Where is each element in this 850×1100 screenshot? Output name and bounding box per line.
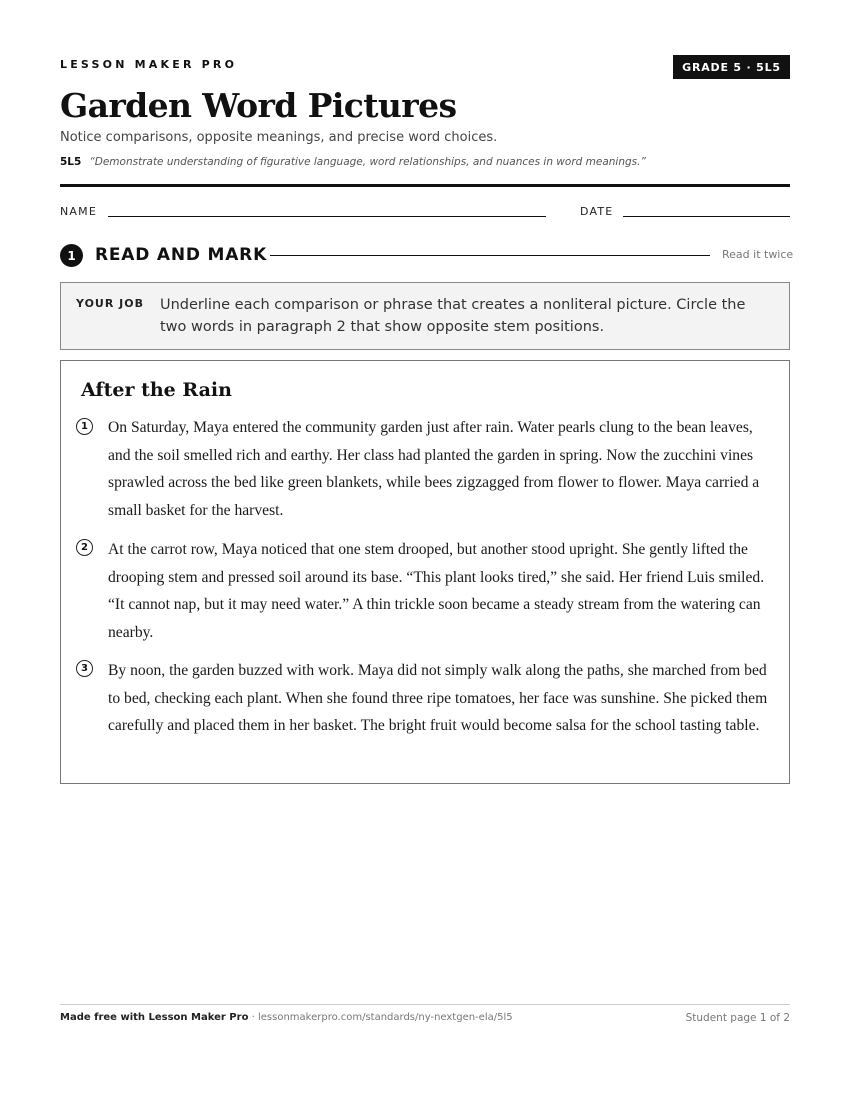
standard-text: “Demonstrate understanding of figurative language, word relationships, and nuances in word meanings.” [89, 156, 646, 168]
footer-divider [60, 1004, 790, 1005]
paragraph-1: On Saturday, Maya entered the community garden just after rain. Water pearls clung to the bean leaves, and the soil smelled rich and earthy. Her class had planted the garden in spring. Now the zucchini vines sprawled across the bed like green blankets, while bees zigzagged from flower to flower. Maya carried a small basket for the harvest. [108, 419, 760, 519]
section-title: READ AND MARK [95, 245, 268, 265]
worksheet-title: Garden Word Pictures [60, 86, 457, 125]
instructions-box [60, 282, 790, 350]
header-divider [60, 184, 790, 187]
paragraph-number-2: 2 [76, 539, 93, 556]
date-label: DATE [580, 205, 614, 218]
instructions-text: Underline each comparison or phrase that creates a nonliteral picture. Circle the two words in paragraph 2 that show opposite stem positions. [160, 297, 746, 335]
passage-title: After the Rain [81, 379, 232, 401]
name-field[interactable] [108, 216, 546, 217]
section-divider [270, 255, 710, 256]
paragraph-number-1: 1 [76, 418, 93, 435]
standard-code: 5L5 [60, 156, 82, 168]
footer-credit [60, 1012, 513, 1023]
section-note: Read it twice [722, 248, 794, 261]
standard-line [60, 156, 646, 168]
name-label: NAME [60, 205, 97, 218]
section-number-badge: 1 [60, 244, 83, 267]
page-indicator: Student page 1 of 2 [685, 1012, 790, 1024]
brand-name: LESSON MAKER PRO [60, 58, 238, 71]
footer-made-with: Made free with Lesson Maker Pro [60, 1012, 249, 1023]
grade-badge: GRADE 5 · 5L5 [673, 55, 790, 79]
instructions-label: YOUR JOB [76, 297, 144, 310]
reading-passage [60, 360, 790, 784]
date-field[interactable] [623, 216, 790, 217]
paragraph-number-3: 3 [76, 660, 93, 677]
paragraph-2: At the carrot row, Maya noticed that one stem drooped, but another stood upright. She gently lifted the drooping stem and pressed soil around its base. “This plant looks tired,” she said. Her friend Luis smiled. “It cannot nap, but it may need water.” A thin trickle soon became a steady stream from the watering can nearby. [108, 541, 765, 641]
paragraph-3: By noon, the garden buzzed with work. Maya did not simply walk along the paths, she marched from bed to bed, checking each plant. When she found three ripe tomatoes, her face was sunshine. She picked them carefully and placed them in her basket. The bright fruit would become salsa for the school tasting table. [108, 662, 768, 734]
footer-url[interactable]: · lessonmakerpro.com/standards/ny-nextgen-ela/5l5 [251, 1012, 513, 1023]
worksheet-subtitle: Notice comparisons, opposite meanings, and precise word choices. [60, 130, 498, 145]
